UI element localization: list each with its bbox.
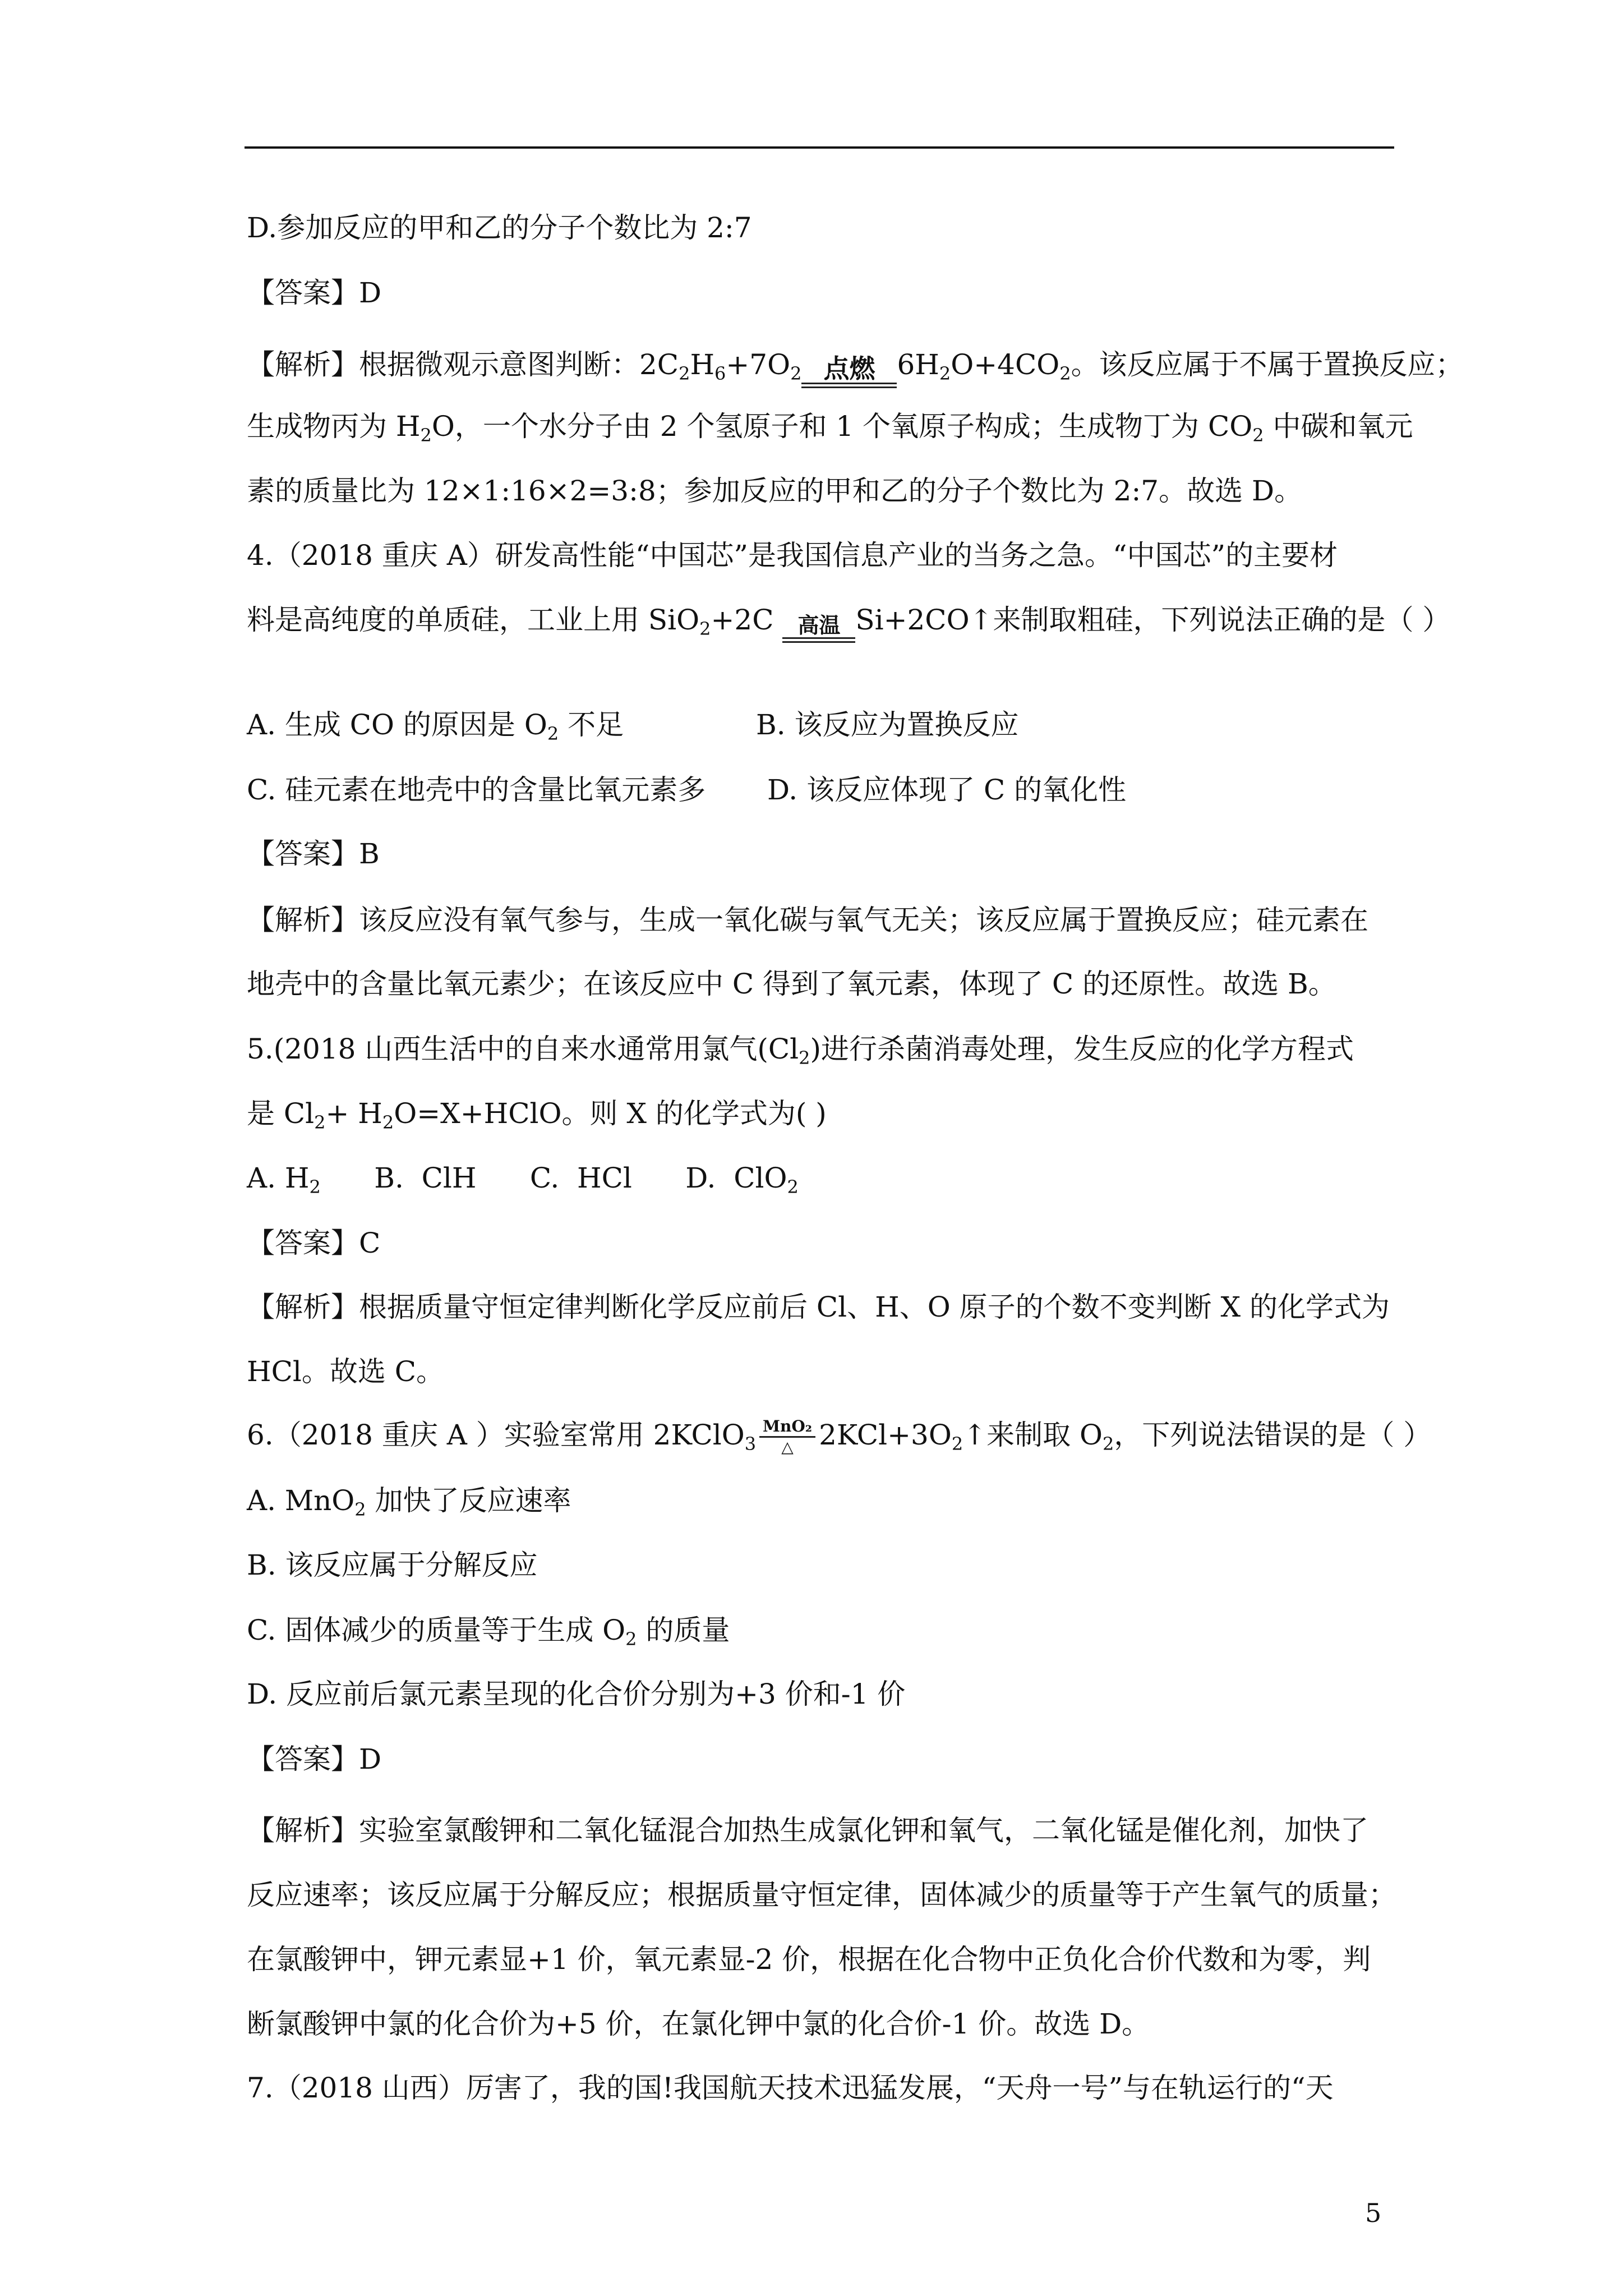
q5-stem-line-2: 是 $Cl_2+$ $H_2O=X+HClO$。则 X 的化学式为( )	[247, 1097, 827, 1133]
q3-analysis-line-3: 素的质量比为 12×1:16×2=3:8；参加反应的甲和乙的分子个数比为 2:7。故选 D。	[247, 475, 1303, 507]
q6-option-d: D. 反应前后氯元素呈现的化合价分别为+3 价和-1 价	[247, 1678, 906, 1710]
page-number: 5	[1365, 2198, 1382, 2228]
q4-option-a: A. 生成 CO 的原因是 $O_2$ 不足	[247, 708, 624, 744]
q3-analysis-line-2: 生成物丙为 $H_2O$，一个水分子由 2 个氢原子和 1 个氧原子构成；生成物丁为 $CO_2$ 中碳和氧元	[247, 410, 1413, 446]
reaction-condition-high-temp: 高温	[782, 615, 855, 643]
q4-stem-line-2: 料是高纯度的单质硅，工业上用 SiO$_2$+2C 高温 Si+2CO↑来制取粗硅，下列说法正确的是（ ）	[247, 603, 1450, 643]
q4-option-b: B. 该反应为置换反应	[756, 708, 1019, 741]
q5-analysis-line-2: HCl。故选 C。	[247, 1355, 445, 1388]
q5-analysis-line-1: 【解析】根据质量守恒定律判断化学反应前后 Cl、H、O 原子的个数不变判断 X 的化学式为	[247, 1291, 1390, 1323]
q6-option-a: A. MnO$_2$ 加快了反应速率	[247, 1484, 571, 1520]
q5-options: A. $H_2$ B. ClH C. HCl D. ClO$_2$	[247, 1162, 799, 1198]
q7-stem-line-1: 7.（2018 山西）厉害了，我的国!我国航天技术迅猛发展，“天舟一号”与在轨运行的“天	[247, 2072, 1334, 2104]
q6-option-b: B. 该反应属于分解反应	[247, 1549, 538, 1581]
header-rule	[245, 146, 1394, 149]
q4-stem-line-1: 4.（2018 重庆 A）研发高性能“中国芯”是我国信息产业的当务之急。“中国芯”的主要材	[247, 539, 1338, 572]
reaction-condition-catalyst-heat: MnO₂ △	[756, 1419, 819, 1455]
reaction-condition-ignite: 点燃	[801, 356, 897, 388]
q4-analysis-line-2: 地壳中的含量比氧元素少；在该反应中 C 得到了氧元素，体现了 C 的还原性。故选 B。	[247, 968, 1336, 1000]
q3-analysis-line-1: 【解析】根据微观示意图判断：$2C_2H_6+7O_2$ 点燃 $6H_2O+4CO_2$。该反应属于不属于置换反应；	[247, 348, 1464, 388]
q6-option-c: C. 固体减少的质量等于生成 $O_2$ 的质量	[247, 1614, 730, 1650]
q6-stem: 6.（2018 重庆 A ）实验室常用 2KClO$_3$ MnO₂ △ $2KCl+3O_2↑$来制取 $O_2$，下列说法错误的是（ ）	[247, 1417, 1432, 1456]
q4-answer: 【答案】B	[247, 838, 380, 870]
q4-option-c: C. 硅元素在地壳中的含量比氧元素多	[247, 774, 706, 806]
q5-stem-line-1: 5.(2018 山西生活中的自来水通常用氯气$(Cl_2)$进行杀菌消毒处理，发生反应的化学方程式	[247, 1033, 1354, 1069]
q6-analysis-line-4: 断氯酸钾中氯的化合价为+5 价，在氯化钾中氯的化合价-1 价。故选 D。	[247, 2008, 1150, 2040]
q6-analysis-line-2: 反应速率；该反应属于分解反应；根据质量守恒定律，固体减少的质量等于产生氧气的质量；	[247, 1879, 1396, 1911]
q4-analysis-line-1: 【解析】该反应没有氧气参与，生成一氧化碳与氧气无关；该反应属于置换反应；硅元素在	[247, 904, 1368, 936]
q3-answer: 【答案】D	[247, 277, 382, 309]
q4-option-d: D. 该反应体现了 C 的氧化性	[767, 774, 1127, 806]
q5-answer: 【答案】C	[247, 1227, 381, 1259]
q6-analysis-line-1: 【解析】实验室氯酸钾和二氧化锰混合加热生成氯化钾和氧气，二氧化锰是催化剂，加快了	[247, 1814, 1368, 1847]
q3-option-d: D.参加反应的甲和乙的分子个数比为 2:7	[247, 211, 752, 244]
q6-answer: 【答案】D	[247, 1743, 382, 1775]
q6-analysis-line-3: 在氯酸钾中，钾元素显+1 价，氧元素显-2 价，根据在化合物中正负化合价代数和为零，判	[247, 1943, 1371, 1976]
